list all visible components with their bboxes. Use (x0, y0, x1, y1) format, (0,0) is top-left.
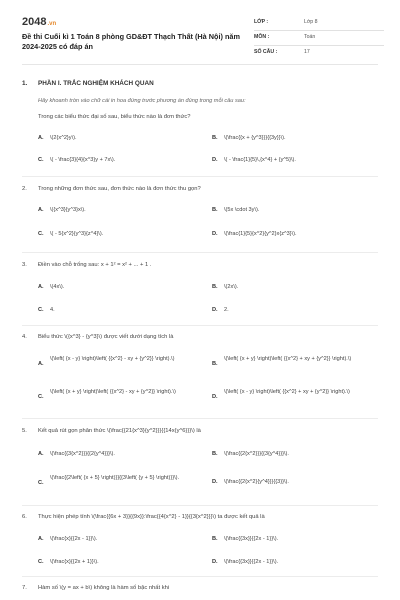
option-letter: C. (38, 394, 44, 400)
answer-option[interactable] (38, 230, 196, 238)
option-text: \({x^3}{y^3}x\). (50, 207, 86, 213)
option-text: \(\frac{{2{x^2}}}{{3{y^4}}}\). (224, 451, 289, 457)
answer-option[interactable] (38, 450, 196, 458)
question-body: Thực hiện phép tính \(\frac{{6x + 3}}{{9x}}:\frac{{4{x^2} - 1}}{{3{x^2}}}\) ta được kết quả là (38, 514, 265, 520)
question-body: Hàm số \(y = ax + b\) không là hàm số bậc nhất khi (38, 585, 170, 591)
meta-value: 17 (304, 49, 310, 55)
option-text: \(\frac{1}{5}{x^2}{y^2}x{z^3}\). (224, 231, 297, 237)
option-text: \(\frac{{3{x^2}}}{{2{y^4}}}\). (50, 451, 115, 457)
answer-option[interactable] (212, 535, 380, 543)
option-letter: A. (38, 536, 44, 542)
answer-option[interactable] (38, 474, 196, 487)
meta-label: MÔN : (254, 34, 270, 40)
option-letter: C. (38, 231, 44, 237)
question-text (22, 262, 151, 268)
option-letter: D. (212, 479, 218, 485)
option-letter: D. (212, 231, 218, 237)
option-text: \(2{x^2}y\). (50, 135, 77, 141)
answer-option[interactable] (212, 156, 380, 164)
option-text: \( - \frac{3}{4}{x^3}y + 7x\). (50, 157, 116, 163)
header (22, 14, 382, 58)
option-text: \(\frac{{3x}}{{2x - 1}}\). (224, 536, 279, 542)
question-text (22, 428, 201, 434)
option-text: \( - \frac{1}{5}\,{x^4} + {y^5}\). (224, 157, 296, 163)
option-text: 2. (224, 307, 229, 313)
option-letter: D. (212, 307, 218, 313)
option-text: \(\frac{{2\left( {x + 5} \right)}}{{3\left( {y + 5} \right)}}\). (50, 475, 180, 481)
option-letter: D. (212, 559, 218, 565)
option-letter: A. (38, 451, 44, 457)
question-divider (22, 325, 378, 326)
answer-option[interactable] (38, 283, 196, 291)
meta-label: SỐ CÂU : (254, 49, 278, 55)
question-number: 4. (22, 334, 27, 340)
answer-option[interactable] (212, 230, 380, 238)
answer-option[interactable] (212, 450, 380, 458)
option-letter: B. (212, 135, 218, 141)
question-text (22, 585, 169, 591)
answer-option[interactable] (38, 134, 196, 142)
section-title: PHẦN I. TRẮC NGHIỆM KHÁCH QUAN (38, 80, 154, 87)
question-text (22, 334, 174, 340)
option-text: 4. (50, 307, 55, 313)
answer-option[interactable] (212, 206, 380, 214)
option-letter: C. (38, 307, 44, 313)
answer-option[interactable] (212, 558, 380, 566)
meta-row-count (254, 46, 384, 60)
option-letter: C. (38, 559, 44, 565)
answer-option[interactable] (38, 156, 196, 164)
answer-option[interactable] (212, 283, 380, 291)
answer-option[interactable] (212, 134, 380, 142)
answer-option[interactable] (212, 306, 380, 314)
logo-text: 2048 (22, 16, 47, 28)
answer-option[interactable] (38, 558, 196, 566)
answer-option[interactable] (38, 206, 196, 214)
option-text: \(\frac{x}{{2x - 1}}\). (50, 536, 98, 542)
option-text: \( - 5{x^2}{y^3}{z^4}\). (50, 231, 104, 237)
question-divider (22, 252, 378, 253)
option-letter: A. (38, 135, 44, 141)
section-heading (22, 80, 154, 87)
question-divider (22, 576, 378, 577)
question-text (22, 186, 201, 192)
instruction-text: Hãy khoanh tròn vào chữ cái in hoa đứng trước phương án đúng trong mỗi câu sau: (38, 98, 246, 104)
question-text: Trong các biểu thức đại số sau, biểu thức nào là đơn thức? (38, 114, 191, 120)
meta-value: Lớp 8 (304, 19, 318, 25)
meta-row-class (254, 16, 384, 31)
option-text: \(\left( {x + y} \right)\left( {{x^2} + xy + {y^2}} \right).\) (224, 356, 352, 362)
option-text: \(\left( {x - y} \right)\left( {{x^2} + xy + {y^2}} \right).\) (224, 389, 350, 395)
question-body: Kết quả rút gọn phân thức \(\frac{{21{x^3}{y^2}}}{{14x{y^6}}}\) là (38, 428, 201, 434)
header-divider (22, 64, 378, 65)
question-number: 2. (22, 186, 27, 192)
question-text (22, 514, 265, 520)
option-text: \(\frac{{3x}}{{2x - 1}}\). (224, 559, 279, 565)
meta-row-subject (254, 31, 384, 46)
option-text: \(\frac{{2{x^2}{y^4}}}{{3}}\). (224, 479, 289, 485)
option-letter: B. (212, 284, 218, 290)
question-number: 3. (22, 262, 27, 268)
meta-info (254, 16, 384, 60)
option-text: \(5x \cdot 3y\). (224, 207, 260, 213)
option-letter: C. (38, 480, 44, 486)
option-text: \(\frac{x}{{2x + 1}}\). (50, 559, 99, 565)
logo-suffix: .vn (47, 21, 57, 27)
question-number: 7. (22, 585, 27, 591)
answer-option[interactable] (212, 478, 380, 486)
answer-option[interactable] (212, 388, 380, 401)
answer-option[interactable] (38, 388, 196, 401)
question-divider (22, 418, 378, 419)
option-text: \(\frac{{x + {y^3}}}{{3y}}\). (224, 135, 286, 141)
document-title: Đề thi Cuối kì 1 Toán 8 phòng GD&ĐT Thạch Thất (Hà Nội) năm 2024-2025 có đáp án (22, 32, 240, 51)
option-letter: B. (212, 207, 218, 213)
question-divider (22, 176, 378, 177)
option-text: \(4x\). (50, 284, 65, 290)
option-letter: B. (212, 361, 218, 367)
question-body: Điền vào chỗ trống sau: x + 1² = x² + ... + 1 . (38, 262, 152, 268)
answer-option[interactable] (38, 535, 196, 543)
meta-label: LỚP : (254, 19, 269, 25)
question-body: Trong những đơn thức sau, đơn thức nào là đơn thức thu gọn? (38, 186, 201, 192)
answer-option[interactable] (38, 306, 196, 314)
section-number: 1. (22, 80, 28, 87)
option-letter: D. (212, 157, 218, 163)
option-text: \(\left( {x + y} \right)\left( {{x^2} - xy + {y^2}} \right).\) (50, 389, 176, 395)
option-letter: B. (212, 451, 218, 457)
question-body: Biểu thức \({x^3} - {y^3}\) được viết dưới dạng tích là (38, 334, 174, 340)
meta-value: Toán (304, 34, 316, 40)
question-number: 5. (22, 428, 27, 434)
option-letter: A. (38, 284, 44, 290)
option-letter: A. (38, 207, 44, 213)
answer-option[interactable] (212, 355, 380, 368)
option-letter: D. (212, 394, 218, 400)
option-letter: C. (38, 157, 44, 163)
option-text: \(\left( {x - y} \right)\left( {{x^2} - xy + {y^2}} \right).\) (50, 356, 175, 362)
option-text: \(2x\). (224, 284, 239, 290)
question-divider (22, 505, 378, 506)
option-letter: A. (38, 361, 44, 367)
option-letter: B. (212, 536, 218, 542)
question-number: 6. (22, 514, 27, 520)
answer-option[interactable] (38, 355, 196, 368)
site-logo[interactable] (22, 16, 56, 28)
